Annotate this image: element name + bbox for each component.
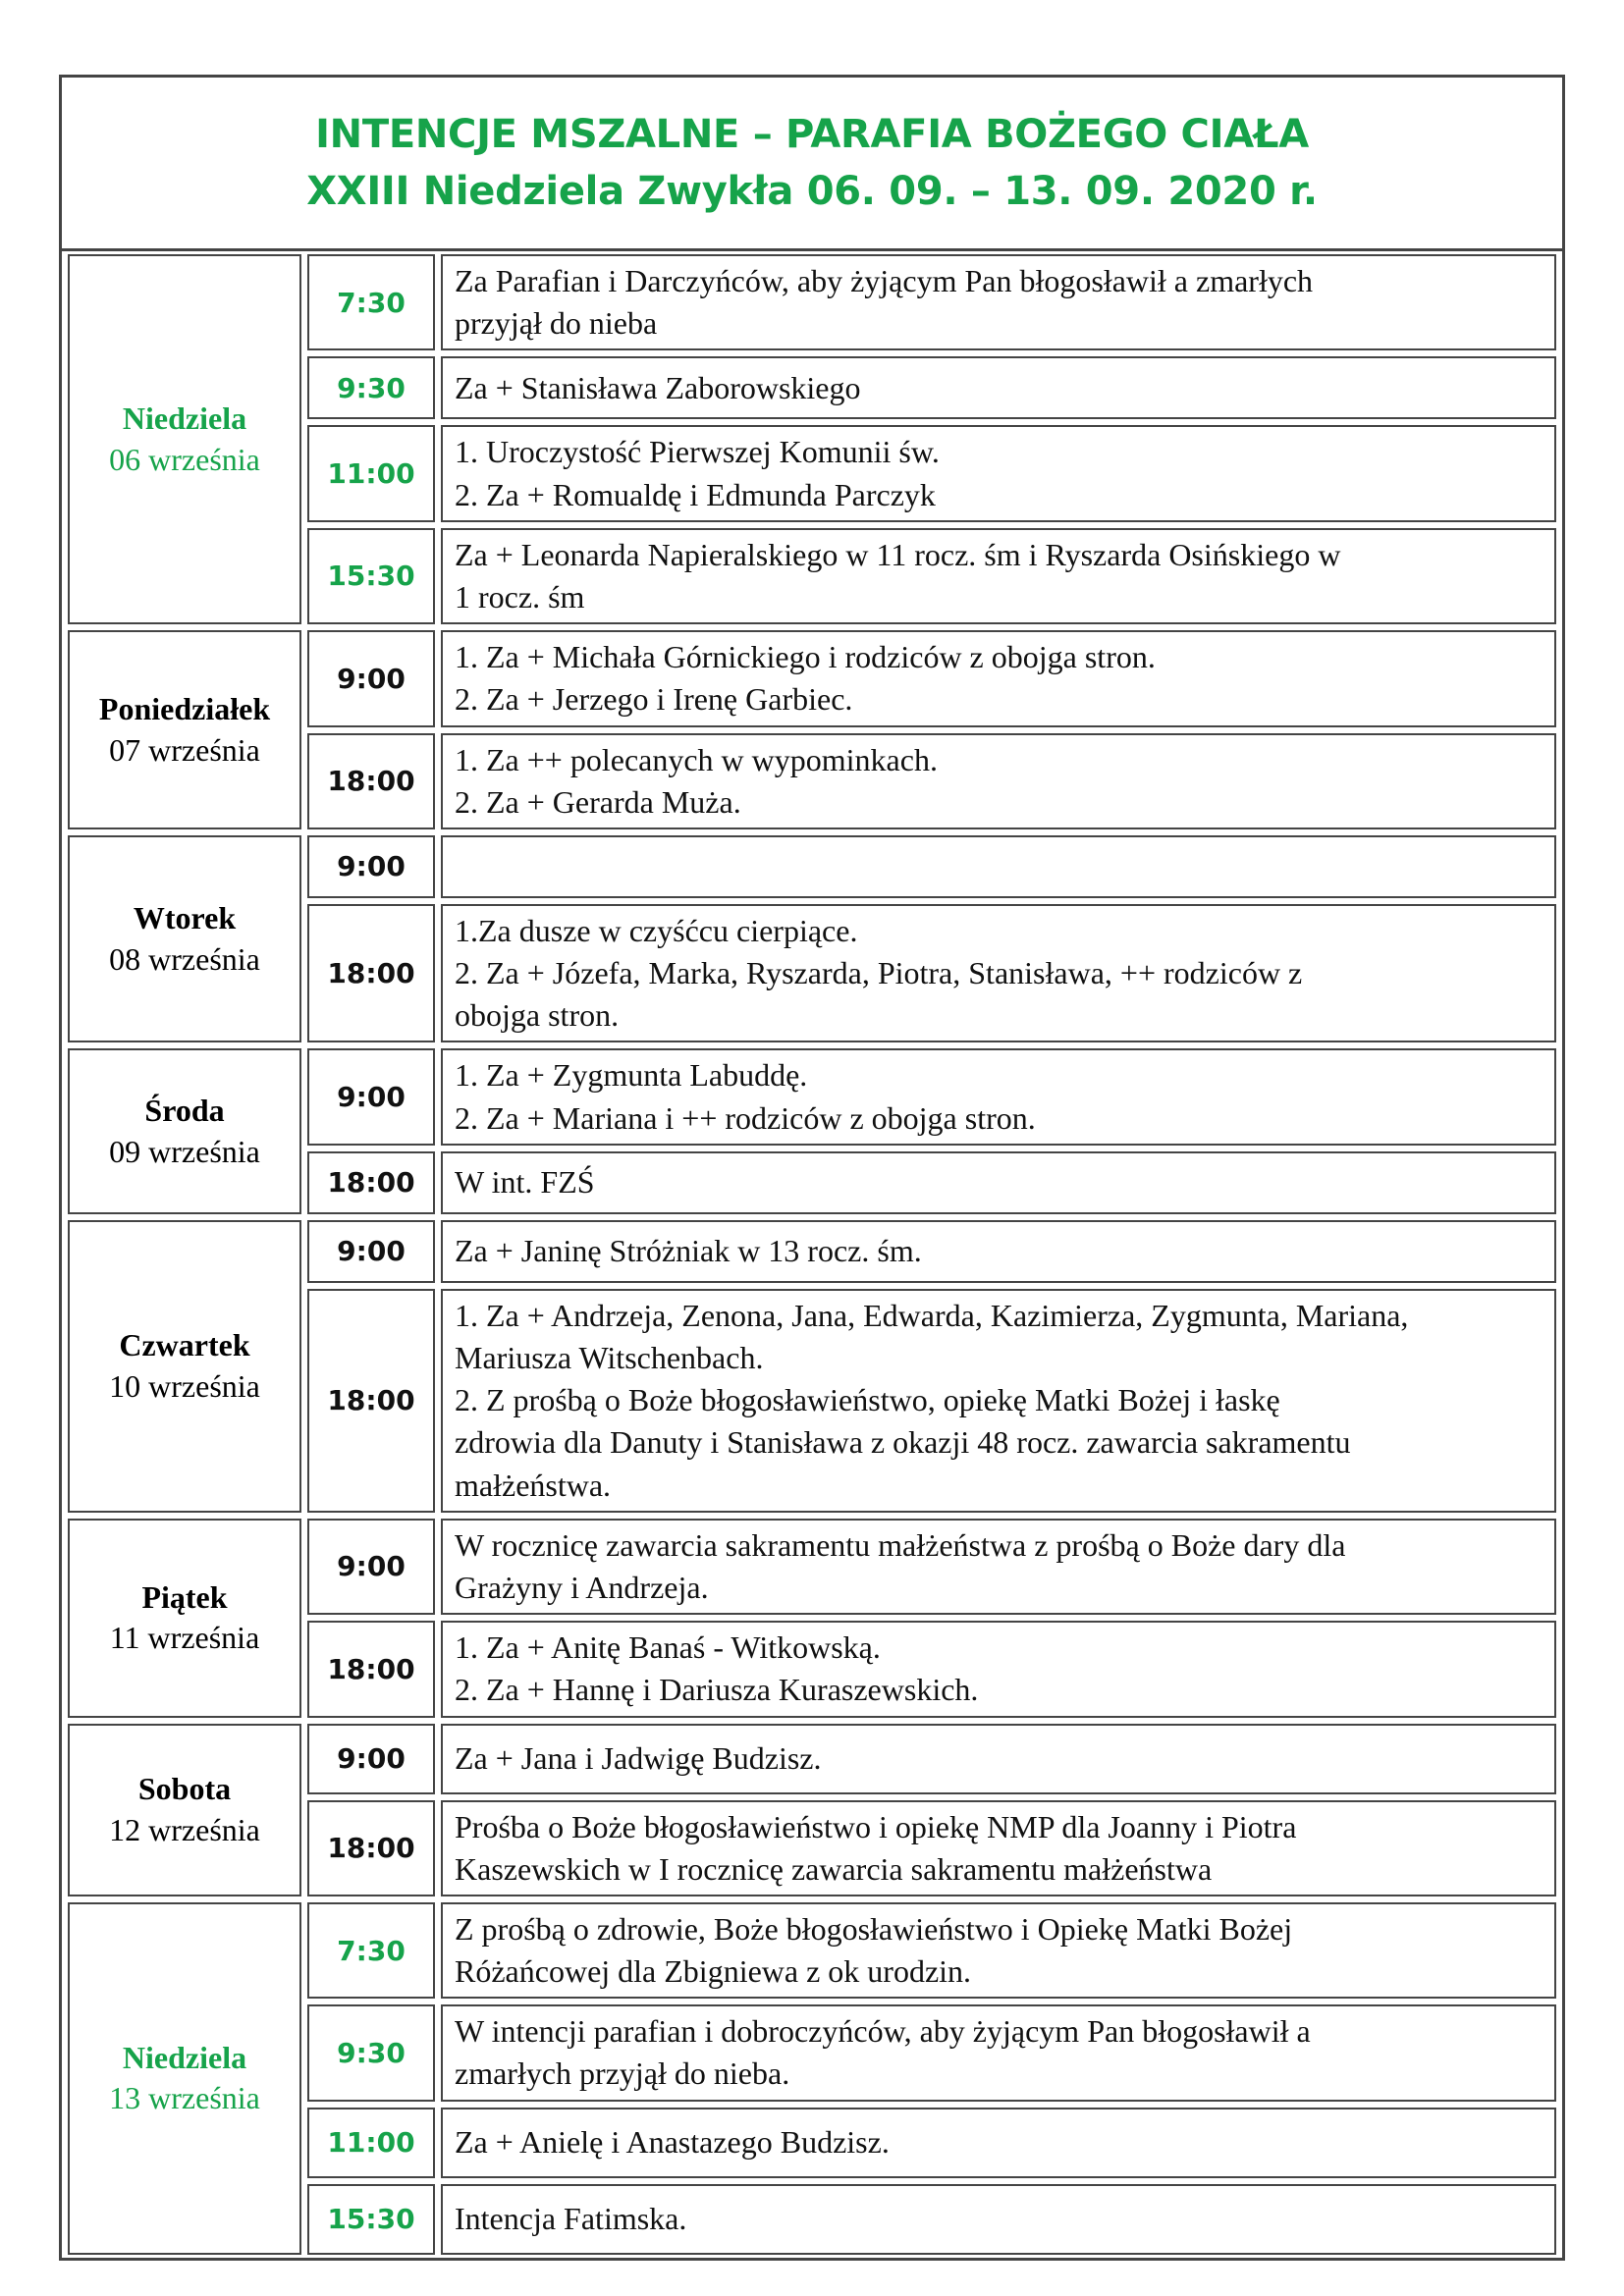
day-name: Środa xyxy=(144,1093,225,1129)
mass-time: 18:00 xyxy=(307,1289,435,1513)
mass-intention xyxy=(441,733,1556,829)
intention-line: Z prośbą o zdrowie, Boże błogosławieństwo i Opiekę Matki Bożej xyxy=(455,1910,1293,1947)
intention-line: obojga stron. xyxy=(455,997,620,1034)
mass-intention xyxy=(441,904,1556,1043)
day-name: Niedziela xyxy=(122,2039,247,2075)
mass-row xyxy=(68,1902,1556,1999)
day-cell xyxy=(68,1519,301,1718)
day-cell xyxy=(68,1048,301,1213)
schedule-table xyxy=(62,248,1562,2261)
mass-intention xyxy=(441,1289,1556,1513)
intention-line: 2. Za + Romualdę i Edmunda Parczyk xyxy=(455,476,936,512)
day-date: 11 września xyxy=(109,1620,260,1656)
mass-time: 18:00 xyxy=(307,904,435,1043)
day-cell xyxy=(68,254,301,624)
intention-line: 2. Za + Gerarda Muża. xyxy=(455,783,741,820)
day-cell xyxy=(68,1220,301,1513)
intention-line: Za + Jana i Jadwigę Budzisz. xyxy=(455,1739,822,1776)
day-date: 13 września xyxy=(109,2080,260,2116)
day-name: Poniedziałek xyxy=(98,690,271,726)
intention-line: W intencji parafian i dobroczyńców, aby żyjącym Pan błogosławił a xyxy=(455,2013,1311,2050)
mass-intention xyxy=(441,630,1556,726)
mass-intention xyxy=(441,1220,1556,1283)
intention-line: Kaszewskich w I rocznicę zawarcia sakramentu małżeństwa xyxy=(455,1850,1213,1887)
intention-line: Za Parafian i Darczyńców, aby żyjącym Pan błogosławił a zmarłych xyxy=(455,263,1314,298)
mass-intention xyxy=(441,2004,1556,2101)
intention-line: W int. FZŚ xyxy=(455,1164,595,1201)
mass-time: 18:00 xyxy=(307,733,435,829)
intention-line: 2. Za + Hannę i Dariusza Kuraszewskich. xyxy=(455,1672,979,1708)
intention-line: Grażyny i Andrzeja. xyxy=(455,1569,709,1605)
intention-line: Mariusza Witschenbach. xyxy=(455,1340,764,1375)
header xyxy=(62,78,1562,251)
day-date: 07 września xyxy=(109,731,260,768)
mass-row xyxy=(68,254,1556,350)
day-cell xyxy=(68,1902,301,2255)
intention-line: 2. Za + Józefa, Marka, Ryszarda, Piotra, Stanisława, ++ rodziców z xyxy=(455,955,1303,991)
intention-line: Za + Anielę i Anastazego Budzisz. xyxy=(455,2124,890,2161)
day-name: Niedziela xyxy=(122,400,247,436)
mass-intention xyxy=(441,528,1556,624)
intention-line: 1. Za ++ polecanych w wypominkach. xyxy=(455,741,938,777)
day-name: Sobota xyxy=(137,1771,232,1807)
mass-time: 9:00 xyxy=(307,835,435,898)
intention-line: 2. Za + Mariana i ++ rodziców z obojga stron. xyxy=(455,1099,1036,1136)
mass-time: 11:00 xyxy=(307,2108,435,2178)
day-cell xyxy=(68,1724,301,1896)
intention-line: Za + Stanisława Zaborowskiego xyxy=(455,369,861,405)
day-date: 06 września xyxy=(109,441,260,477)
mass-time: 11:00 xyxy=(307,425,435,521)
intention-line: 1. Za + Zygmunta Labuddę. xyxy=(455,1057,808,1094)
intention-line: zmarłych przyjął do nieba. xyxy=(455,2056,790,2092)
mass-schedule-sheet xyxy=(59,75,1565,2261)
mass-time: 9:00 xyxy=(307,630,435,726)
mass-intention xyxy=(441,1724,1556,1794)
mass-time: 7:30 xyxy=(307,1902,435,1999)
intention-line: Za + Janinę Stróżniak w 13 rocz. śm. xyxy=(455,1233,922,1269)
intention-line: zdrowia dla Danuty i Stanisława z okazji 48 rocz. zawarcia sakramentu xyxy=(455,1424,1351,1461)
day-cell xyxy=(68,630,301,829)
mass-intention xyxy=(441,1048,1556,1145)
mass-intention xyxy=(441,425,1556,521)
mass-time: 9:00 xyxy=(307,1048,435,1145)
mass-intention xyxy=(441,254,1556,350)
day-date: 12 września xyxy=(109,1811,260,1847)
mass-time: 18:00 xyxy=(307,1621,435,1717)
mass-intention xyxy=(441,835,1556,898)
intention-line: małżeństwa. xyxy=(455,1467,612,1503)
day-cell xyxy=(68,835,301,1043)
intention-line: 1. Za + Michała Górnickiego i rodziców z obojga stron. xyxy=(455,639,1156,675)
intention-line: 1.Za dusze w czyśćcu cierpiące. xyxy=(455,912,858,948)
mass-intention xyxy=(441,1621,1556,1717)
intention-line: 2. Z prośbą o Boże błogosławieństwo, opiekę Matki Bożej i łaskę xyxy=(455,1382,1280,1418)
mass-intention xyxy=(441,356,1556,419)
mass-row xyxy=(68,1724,1556,1794)
mass-row xyxy=(68,630,1556,726)
intention-line: przyjął do nieba xyxy=(455,305,658,342)
mass-time: 9:00 xyxy=(307,1220,435,1283)
mass-time: 18:00 xyxy=(307,1151,435,1214)
day-name: Wtorek xyxy=(133,900,237,936)
mass-intention xyxy=(441,2108,1556,2178)
mass-row xyxy=(68,835,1556,898)
day-date: 08 września xyxy=(109,940,260,977)
schedule-body xyxy=(68,254,1556,2255)
day-name: Piątek xyxy=(141,1578,228,1615)
intention-line: Intencja Fatimska. xyxy=(455,2201,687,2237)
intention-line: 1 rocz. śm xyxy=(455,578,585,614)
intention-line: 1. Za + Andrzeja, Zenona, Jana, Edwarda, Kazimierza, Zygmunta, Mariana, xyxy=(455,1297,1409,1333)
mass-time: 15:30 xyxy=(307,528,435,624)
mass-row xyxy=(68,1220,1556,1283)
page-subtitle: XXIII Niedziela Zwykła 06. 09. – 13. 09. 2020 r. xyxy=(306,169,1318,214)
intention-line: Za + Leonarda Napieralskiego w 11 rocz. śm i Ryszarda Osińskiego w xyxy=(455,536,1341,572)
mass-time: 9:30 xyxy=(307,356,435,419)
day-date: 10 września xyxy=(109,1367,260,1404)
mass-time: 7:30 xyxy=(307,254,435,350)
mass-time: 9:30 xyxy=(307,2004,435,2101)
intention-line: 2. Za + Jerzego i Irenę Garbiec. xyxy=(455,681,853,718)
intention-line: Różańcowej dla Zbigniewa z ok urodzin. xyxy=(455,1953,972,1990)
intention-line: 1. Uroczystość Pierwszej Komunii św. xyxy=(455,434,940,470)
day-date: 09 września xyxy=(109,1133,260,1169)
mass-intention xyxy=(441,1800,1556,1896)
mass-intention xyxy=(441,2184,1556,2255)
mass-row xyxy=(68,1519,1556,1615)
mass-intention xyxy=(441,1519,1556,1615)
mass-time: 9:00 xyxy=(307,1724,435,1794)
intention-line: Prośba o Boże błogosławieństwo i opiekę NMP dla Joanny i Piotra xyxy=(455,1808,1297,1844)
mass-time: 18:00 xyxy=(307,1800,435,1896)
page-title: INTENCJE MSZALNE – PARAFIA BOŻEGO CIAŁA xyxy=(315,112,1309,157)
mass-intention xyxy=(441,1151,1556,1214)
intention-line: 1. Za + Anitę Banaś - Witkowską. xyxy=(455,1629,881,1666)
day-name: Czwartek xyxy=(119,1327,250,1363)
intention-line: W rocznicę zawarcia sakramentu małżeństwa z prośbą o Boże dary dla xyxy=(455,1526,1346,1563)
mass-time: 9:00 xyxy=(307,1519,435,1615)
mass-intention xyxy=(441,1902,1556,1999)
mass-row xyxy=(68,1048,1556,1145)
mass-time: 15:30 xyxy=(307,2184,435,2255)
